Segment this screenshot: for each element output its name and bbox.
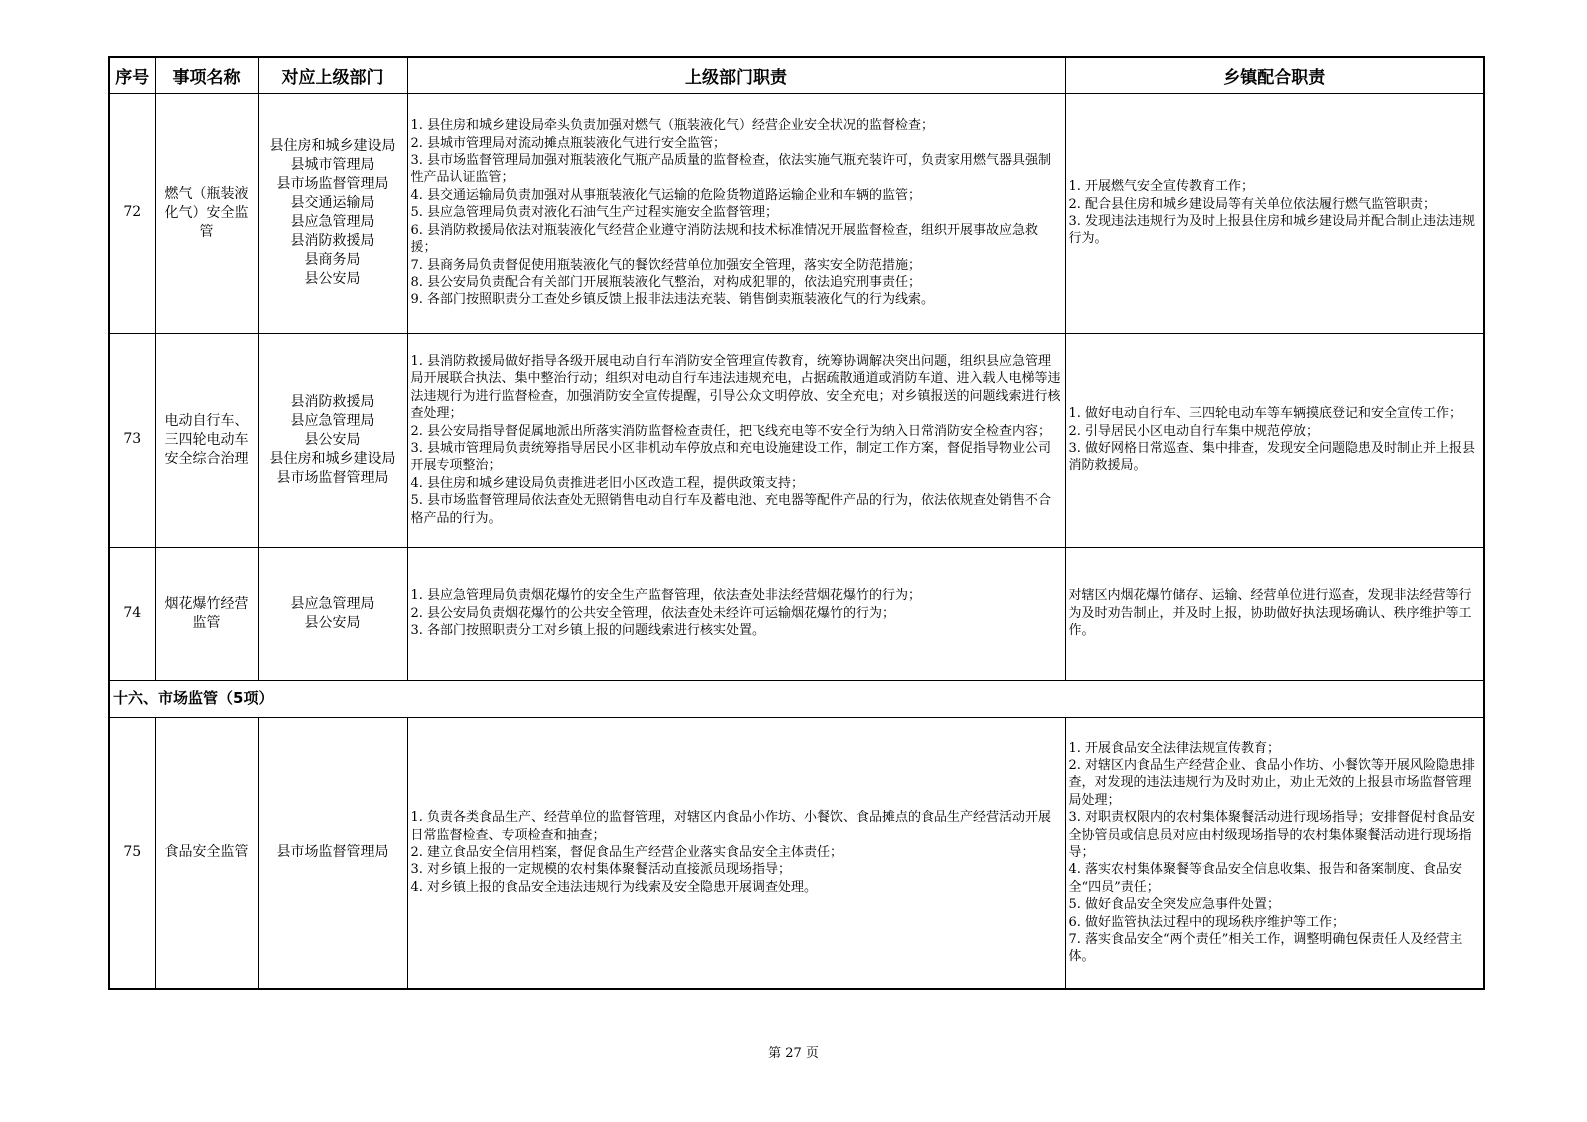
- duty-item: 1. 负责各类食品生产、经营单位的监督管理，对辖区内食品小作坊、小餐饮、食品摊点的食品生产经营活动开展日常监督检查、专项检查和抽查；: [410, 810, 1052, 843]
- duty-item: 3. 县市场监督管理局加强对瓶装液化气瓶产品质量的监督检查，依法实施气瓶充装许可，负责家用燃气器具强制性产品认证监管；: [410, 153, 1052, 186]
- dept-item: 县市场监督管理局: [276, 469, 389, 486]
- duty-item: 1. 县消防救援局做好指导各级开展电动自行车消防安全管理宣传教育，统筹协调解决突出问题，组织县应急管理局开展联合执法、集中整治行动；组织对电动自行车违法违规充电，占据疏散通道或消防车道、进入载人电梯等违法违规行为进行监督检查，加强消防安全宣传提醒，引导公众文明停放、安全充电；对乡镇报送的问题线索进行核查处理；: [410, 353, 1061, 422]
- header-dept: 对应上级部门: [258, 57, 407, 93]
- section-title: 十六、市场监管（5项）: [109, 680, 1484, 717]
- dept-list: [258, 717, 407, 989]
- page-number: 第 27 页: [768, 1046, 819, 1061]
- town-duty-cell: [1065, 93, 1484, 333]
- upper-duty-cell: [407, 333, 1065, 547]
- dept-item: 县公安局: [304, 431, 361, 448]
- duty-table-container: [108, 56, 1483, 990]
- duty-item: 2. 引导居民小区电动自行车集中规范停放；: [1068, 423, 1320, 439]
- matter-name: 电动自行车、三四轮电动车安全综合治理: [155, 333, 258, 547]
- dept-list: [258, 93, 407, 333]
- town-duty-cell: [1065, 717, 1484, 989]
- dept-item: 县应急管理局: [290, 214, 375, 230]
- duty-item: 8. 县公安局负责配合有关部门开展瓶装液化气整治，对构成犯罪的，依法追究刑事责任；: [410, 274, 922, 290]
- matter-name: 烟花爆竹经营监管: [155, 547, 258, 680]
- duty-item: 6. 做好监管执法过程中的现场秩序维护等工作；: [1068, 914, 1346, 930]
- duty-item: 7. 落实食品安全“两个责任”相关工作，调整明确包保责任人及经营主体。: [1068, 932, 1463, 965]
- duty-item: 4. 县交通运输局负责加强对从事瓶装液化气运输的危险货物道路运输企业和车辆的监管；: [410, 187, 922, 203]
- dept-item: 县市场监督管理局: [276, 844, 389, 861]
- dept-item: 县应急管理局: [290, 412, 375, 429]
- duty-item: 1. 做好电动自行车、三四轮电动车等车辆摸底登记和安全宣传工作；: [1068, 406, 1463, 422]
- duty-item: 1. 县住房和城乡建设局牵头负责加强对燃气（瓶装液化气）经营企业安全状况的监督检查；: [410, 118, 935, 134]
- dept-item: 县消防救援局: [290, 393, 375, 410]
- duty-item: 1. 开展燃气安全宣传教育工作；: [1068, 179, 1255, 195]
- header-row: [109, 57, 1484, 93]
- dept-item: 县消防救援局: [290, 233, 375, 249]
- dept-item: 县公安局: [304, 271, 361, 287]
- upper-duty-cell: [407, 93, 1065, 333]
- duty-item: 3. 做好网格日常巡查、集中排查，发现安全问题隐患及时制止并上报县消防救援局。: [1068, 441, 1476, 474]
- town-duty-cell: [1065, 547, 1484, 680]
- row-number: 74: [109, 547, 155, 680]
- duty-item: 5. 县市场监督管理局依法查处无照销售电动自行车及蓄电池、充电器等配件产品的行为，依法依规查处销售不合格产品的行为。: [410, 493, 1052, 526]
- matter-name: 燃气（瓶装液化气）安全监管: [155, 93, 258, 333]
- duty-item: 1. 开展食品安全法律法规宣传教育；: [1068, 740, 1281, 756]
- table-row: [109, 547, 1484, 680]
- duty-item: 7. 县商务局负责督促使用瓶装液化气的餐饮经营单位加强安全管理，落实安全防范措施；: [410, 257, 922, 273]
- duty-item: 6. 县消防救援局依法对瓶装液化气经营企业遵守消防法规和技术标准情况开展监督检查，组织开展事故应急救援；: [410, 222, 1039, 256]
- dept-item: 县市场监督管理局: [276, 176, 389, 192]
- duty-item: 3. 对乡镇上报的一定规模的农村集体聚餐活动直接派员现场指导；: [410, 862, 792, 878]
- duty-item: 2. 县城市管理局对流动摊点瓶装液化气进行安全监管；: [410, 135, 727, 151]
- duty-item: 2. 对辖区内食品生产经营企业、食品小作坊、小餐饮等开展风险隐患排查，对发现的违法违规行为及时劝止，劝止无效的上报县市场监督管理局处理；: [1068, 758, 1476, 808]
- town-duty-cell: [1065, 333, 1484, 547]
- table-row: [109, 717, 1484, 989]
- table-row: [109, 93, 1484, 333]
- duty-item: 4. 对乡镇上报的食品安全违法违规行为线索及安全隐患开展调查处理。: [410, 879, 818, 895]
- duty-item: 对辖区内烟花爆竹储存、运输、经营单位进行巡查，发现非法经营等行为及时劝告制止，并及时上报，协助做好执法现场确认、秩序维护等工作。: [1068, 588, 1472, 639]
- dept-list: [258, 547, 407, 680]
- duty-item: 1. 县应急管理局负责烟花爆竹的安全生产监督管理，依法查处非法经营烟花爆竹的行为；: [410, 588, 922, 604]
- dept-item: 县交通运输局: [290, 195, 375, 211]
- dept-list: [258, 333, 407, 547]
- section-row: [109, 680, 1484, 717]
- duty-item: 3. 对职责权限内的农村集体聚餐活动进行现场指导；安排督促村食品安全协管员或信息员对应由村级现场指导的农村集体聚餐活动进行现场指导；: [1068, 810, 1476, 861]
- duty-item: 5. 县应急管理局负责对液化石油气生产过程实施安全监督管理；: [410, 205, 779, 221]
- dept-item: 县城市管理局: [290, 157, 375, 173]
- row-number: 72: [109, 93, 155, 333]
- table-row: [109, 333, 1484, 547]
- upper-duty-cell: [407, 547, 1065, 680]
- duty-item: 3. 发现违法违规行为及时上报县住房和城乡建设局并配合制止违法违规行为。: [1068, 214, 1476, 247]
- dept-item: 县住房和城乡建设局: [269, 138, 396, 154]
- upper-duty-cell: [407, 717, 1065, 989]
- duty-item: 9. 各部门按照职责分工查处乡镇反馈上报非法违法充装、销售倒卖瓶装液化气的行为线索。: [410, 292, 935, 308]
- duty-item: 5. 做好食品安全突发应急事件处置；: [1068, 897, 1281, 913]
- duty-item: 2. 配合县住房和城乡建设局等有关单位依法履行燃气监管职责；: [1068, 196, 1437, 212]
- row-number: 73: [109, 333, 155, 547]
- header-town-duty: 乡镇配合职责: [1065, 57, 1484, 93]
- duty-item: 3. 县城市管理局负责统筹指导居民小区非机动车停放点和充电设施建设工作，制定工作方案，督促指导物业公司开展专项整治；: [410, 441, 1052, 474]
- duty-item: 4. 落实农村集体聚餐等食品安全信息收集、报告和备案制度、食品安全“四员”责任；: [1068, 862, 1463, 895]
- duty-item: 2. 县公安局负责烟花爆竹的公共安全管理，依法查处未经许可运输烟花爆竹的行为；: [410, 605, 896, 621]
- duty-item: 2. 县公安局指导督促属地派出所落实消防监督检查责任，把飞线充电等不安全行为纳入日常消防安全检查内容；: [410, 423, 1052, 439]
- dept-item: 县应急管理局: [290, 595, 375, 612]
- dept-item: 县商务局: [304, 252, 361, 268]
- duty-item: 3. 各部门按照职责分工对乡镇上报的问题线索进行核实处置。: [410, 623, 766, 639]
- dept-item: 县住房和城乡建设局: [269, 450, 396, 467]
- duty-item: 2. 建立食品安全信用档案，督促食品生产经营企业落实食品安全主体责任；: [410, 845, 844, 861]
- header-name: 事项名称: [155, 57, 258, 93]
- matter-name: 食品安全监管: [155, 717, 258, 989]
- header-upper-duty: 上级部门职责: [407, 57, 1065, 93]
- row-number: 75: [109, 717, 155, 989]
- dept-item: 县公安局: [304, 614, 361, 631]
- duty-table: [108, 56, 1485, 990]
- duty-item: 4. 县住房和城乡建设局负责推进老旧小区改造工程，提供政策支持；: [410, 475, 805, 491]
- header-num: 序号: [109, 57, 155, 93]
